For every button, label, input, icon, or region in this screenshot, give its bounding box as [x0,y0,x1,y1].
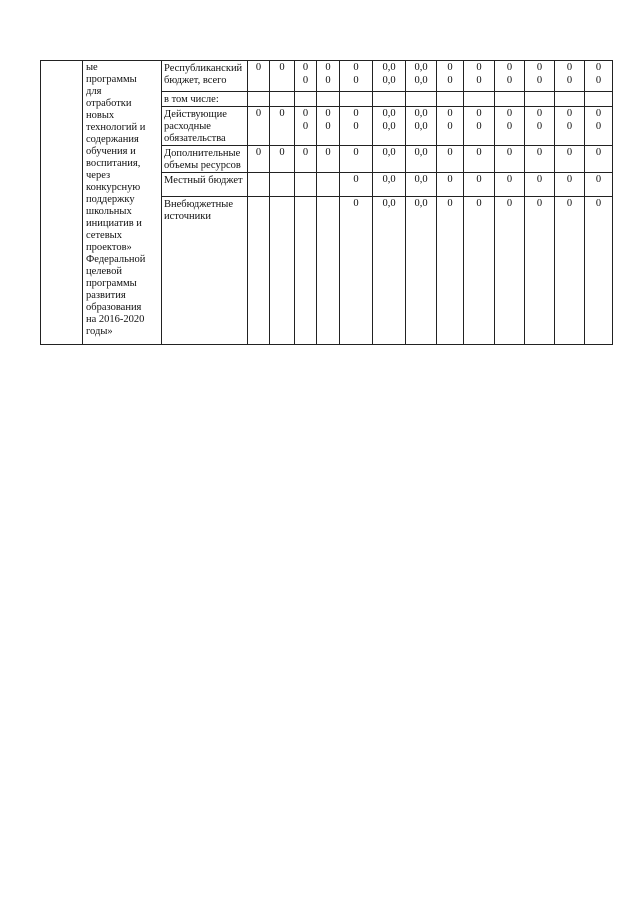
cell-value: 0 [476,198,482,209]
description-line: через [86,170,111,181]
cell-value: 0,0 [382,198,396,209]
value-cell [373,92,406,107]
cell-value: 0,0 [382,174,396,185]
cell-value: 0,0 [382,108,396,119]
value-cell [464,92,495,107]
cell-value: 0 [566,147,573,158]
value-cell [295,107,317,146]
value-cell [555,173,585,197]
row-number-cell [41,61,83,345]
value-cell [317,92,340,107]
value-cell [525,92,555,107]
value-cell [437,61,464,92]
value-cell [340,197,373,345]
cell-value: 0 [506,121,513,132]
value-cell [373,107,406,146]
cell-value: 0,0 [382,147,396,158]
value-cell [248,92,270,107]
value-cell [373,146,406,173]
value-cell [317,146,340,173]
value-cell [406,146,437,173]
value-cell [317,107,340,146]
cell-value: 0 [595,121,602,132]
cell-value: 0 [536,174,543,185]
cell-value: 0 [476,75,482,86]
description-line: конкурсную [86,182,141,193]
cell-value: 0 [476,121,482,132]
cell-value: 0 [536,121,543,132]
description-line: инициатив и [86,218,142,229]
description-line: технологий и [86,122,146,133]
cell-value: 0 [325,75,331,86]
value-cell [248,173,270,197]
cell-value: 0 [447,198,453,209]
value-cell [295,92,317,107]
cell-value: 0 [595,75,602,86]
cell-value: 0,0 [414,62,428,73]
cell-value: 0 [302,147,309,158]
value-cell [340,92,373,107]
cell-value: 0 [353,174,359,185]
cell-value: 0 [325,108,331,119]
value-cell [585,92,613,107]
value-cell [270,197,295,345]
value-cell [437,146,464,173]
value-cell [270,92,295,107]
description-line: новых [86,110,115,121]
cell-value: 0,0 [414,75,428,86]
value-cell [525,107,555,146]
value-cell [495,173,525,197]
value-cell [495,107,525,146]
cell-value: 0 [255,62,262,73]
cell-value: 0 [536,147,543,158]
cell-value: 0 [353,147,359,158]
value-cell [495,197,525,345]
description-line: целевой [86,266,122,277]
value-cell [295,61,317,92]
cell-value: 0,0 [414,147,428,158]
cell-value: 0 [447,62,453,73]
value-cell [317,61,340,92]
cell-value: 0 [476,62,482,73]
cell-value: 0 [595,198,602,209]
cell-value: 0 [447,174,453,185]
value-cell [525,173,555,197]
cell-value: 0 [566,121,573,132]
cell-value: 0 [506,147,513,158]
value-cell [464,146,495,173]
cell-value: 0 [566,198,573,209]
value-cell [270,146,295,173]
cell-value: 0,0 [414,198,428,209]
value-cell [270,107,295,146]
value-cell [295,197,317,345]
value-cell [340,61,373,92]
value-cell [373,197,406,345]
cell-value: 0 [279,62,285,73]
cell-value: 0 [255,108,262,119]
description-line: годы» [86,326,113,337]
value-cell [525,197,555,345]
description-line: ые [86,62,98,73]
value-cell [525,146,555,173]
value-cell [270,173,295,197]
value-cell [340,173,373,197]
cell-value: 0 [595,174,602,185]
cell-value: 0 [279,147,285,158]
value-cell [406,173,437,197]
value-cell [555,61,585,92]
cell-value: 0 [536,75,543,86]
cell-value: 0 [595,108,602,119]
value-cell [317,173,340,197]
cell-value: 0 [476,174,482,185]
value-cell [248,61,270,92]
value-cell [248,146,270,173]
cell-value: 0 [353,108,359,119]
cell-value: 0 [536,198,543,209]
value-cell [406,61,437,92]
value-cell [585,197,613,345]
description-line: содержания [86,134,139,145]
cell-value: 0 [506,62,513,73]
value-cell [373,61,406,92]
cell-value: 0 [506,108,513,119]
description-line: развития [86,290,126,301]
cell-value: 0 [476,147,482,158]
cell-value: 0 [595,62,602,73]
value-cell [373,173,406,197]
cell-value: 0,0 [382,62,396,73]
value-cell [464,107,495,146]
cell-value: 0 [302,62,309,73]
cell-value: 0 [447,108,453,119]
description-line: сетевых [86,230,122,241]
description-line: программы [86,74,137,85]
cell-value: 0 [536,62,543,73]
value-cell [340,146,373,173]
description-line: программы [86,278,137,289]
cell-value: 0 [353,75,359,86]
value-cell [555,107,585,146]
value-cell [464,197,495,345]
cell-value: 0 [302,108,309,119]
cell-value: 0 [566,62,573,73]
description-line: на 2016-2020 [86,314,145,325]
value-cell [495,146,525,173]
cell-value: 0 [447,121,453,132]
cell-value: 0 [325,62,331,73]
value-cell [464,173,495,197]
budget-table [40,60,613,345]
value-cell [295,146,317,173]
cell-value: 0 [447,147,453,158]
funding-source-label: Дополнительные объемы ресурсов [162,146,248,173]
program-description-cell [83,61,162,345]
description-line: проектов» [86,242,132,253]
cell-value: 0 [447,75,453,86]
value-cell [437,107,464,146]
value-cell [555,92,585,107]
value-cell [495,92,525,107]
value-cell [555,197,585,345]
cell-value: 0 [353,62,359,73]
value-cell [295,173,317,197]
value-cell [585,146,613,173]
cell-value: 0 [302,75,309,86]
cell-value: 0 [566,75,573,86]
value-cell [495,61,525,92]
cell-value: 0 [595,147,602,158]
value-cell [437,92,464,107]
cell-value: 0 [325,121,331,132]
description-line: отработки [86,98,132,109]
cell-value: 0 [279,108,285,119]
cell-value: 0 [536,108,543,119]
cell-value: 0 [506,174,513,185]
cell-value: 0 [255,147,262,158]
value-cell [585,107,613,146]
value-cell [406,92,437,107]
cell-value: 0,0 [382,121,396,132]
description-line: воспитания, [86,158,141,169]
value-cell [585,173,613,197]
cell-value: 0 [325,147,331,158]
value-cell [270,61,295,92]
cell-value: 0 [353,198,359,209]
funding-source-label: в том числе: [162,92,248,107]
description-line: поддержку [86,194,135,205]
cell-value: 0 [566,174,573,185]
cell-value: 0,0 [414,174,428,185]
cell-value: 0,0 [414,121,428,132]
cell-value: 0 [566,108,573,119]
funding-source-label: Республиканский бюджет, всего [162,61,248,92]
value-cell [525,61,555,92]
description-line: обучения и [86,146,136,157]
cell-value: 0 [476,108,482,119]
value-cell [406,107,437,146]
cell-value: 0 [506,75,513,86]
value-cell [585,61,613,92]
description-line: для [86,86,102,97]
funding-source-label: Местный бюджет [162,173,248,197]
description-line: образования [86,302,142,313]
cell-value: 0 [353,121,359,132]
table-row [41,61,613,92]
cell-value: 0 [302,121,309,132]
cell-value: 0 [506,198,513,209]
value-cell [248,107,270,146]
value-cell [437,197,464,345]
value-cell [317,197,340,345]
funding-source-label: Действующие расходные обязательства [162,107,248,146]
description-line: Федеральной [86,254,146,265]
value-cell [464,61,495,92]
value-cell [555,146,585,173]
cell-value: 0,0 [414,108,428,119]
value-cell [406,197,437,345]
cell-value: 0,0 [382,75,396,86]
description-line: школьных [86,206,132,217]
value-cell [340,107,373,146]
funding-source-label: Внебюджетные источники [162,197,248,345]
value-cell [437,173,464,197]
value-cell [248,197,270,345]
